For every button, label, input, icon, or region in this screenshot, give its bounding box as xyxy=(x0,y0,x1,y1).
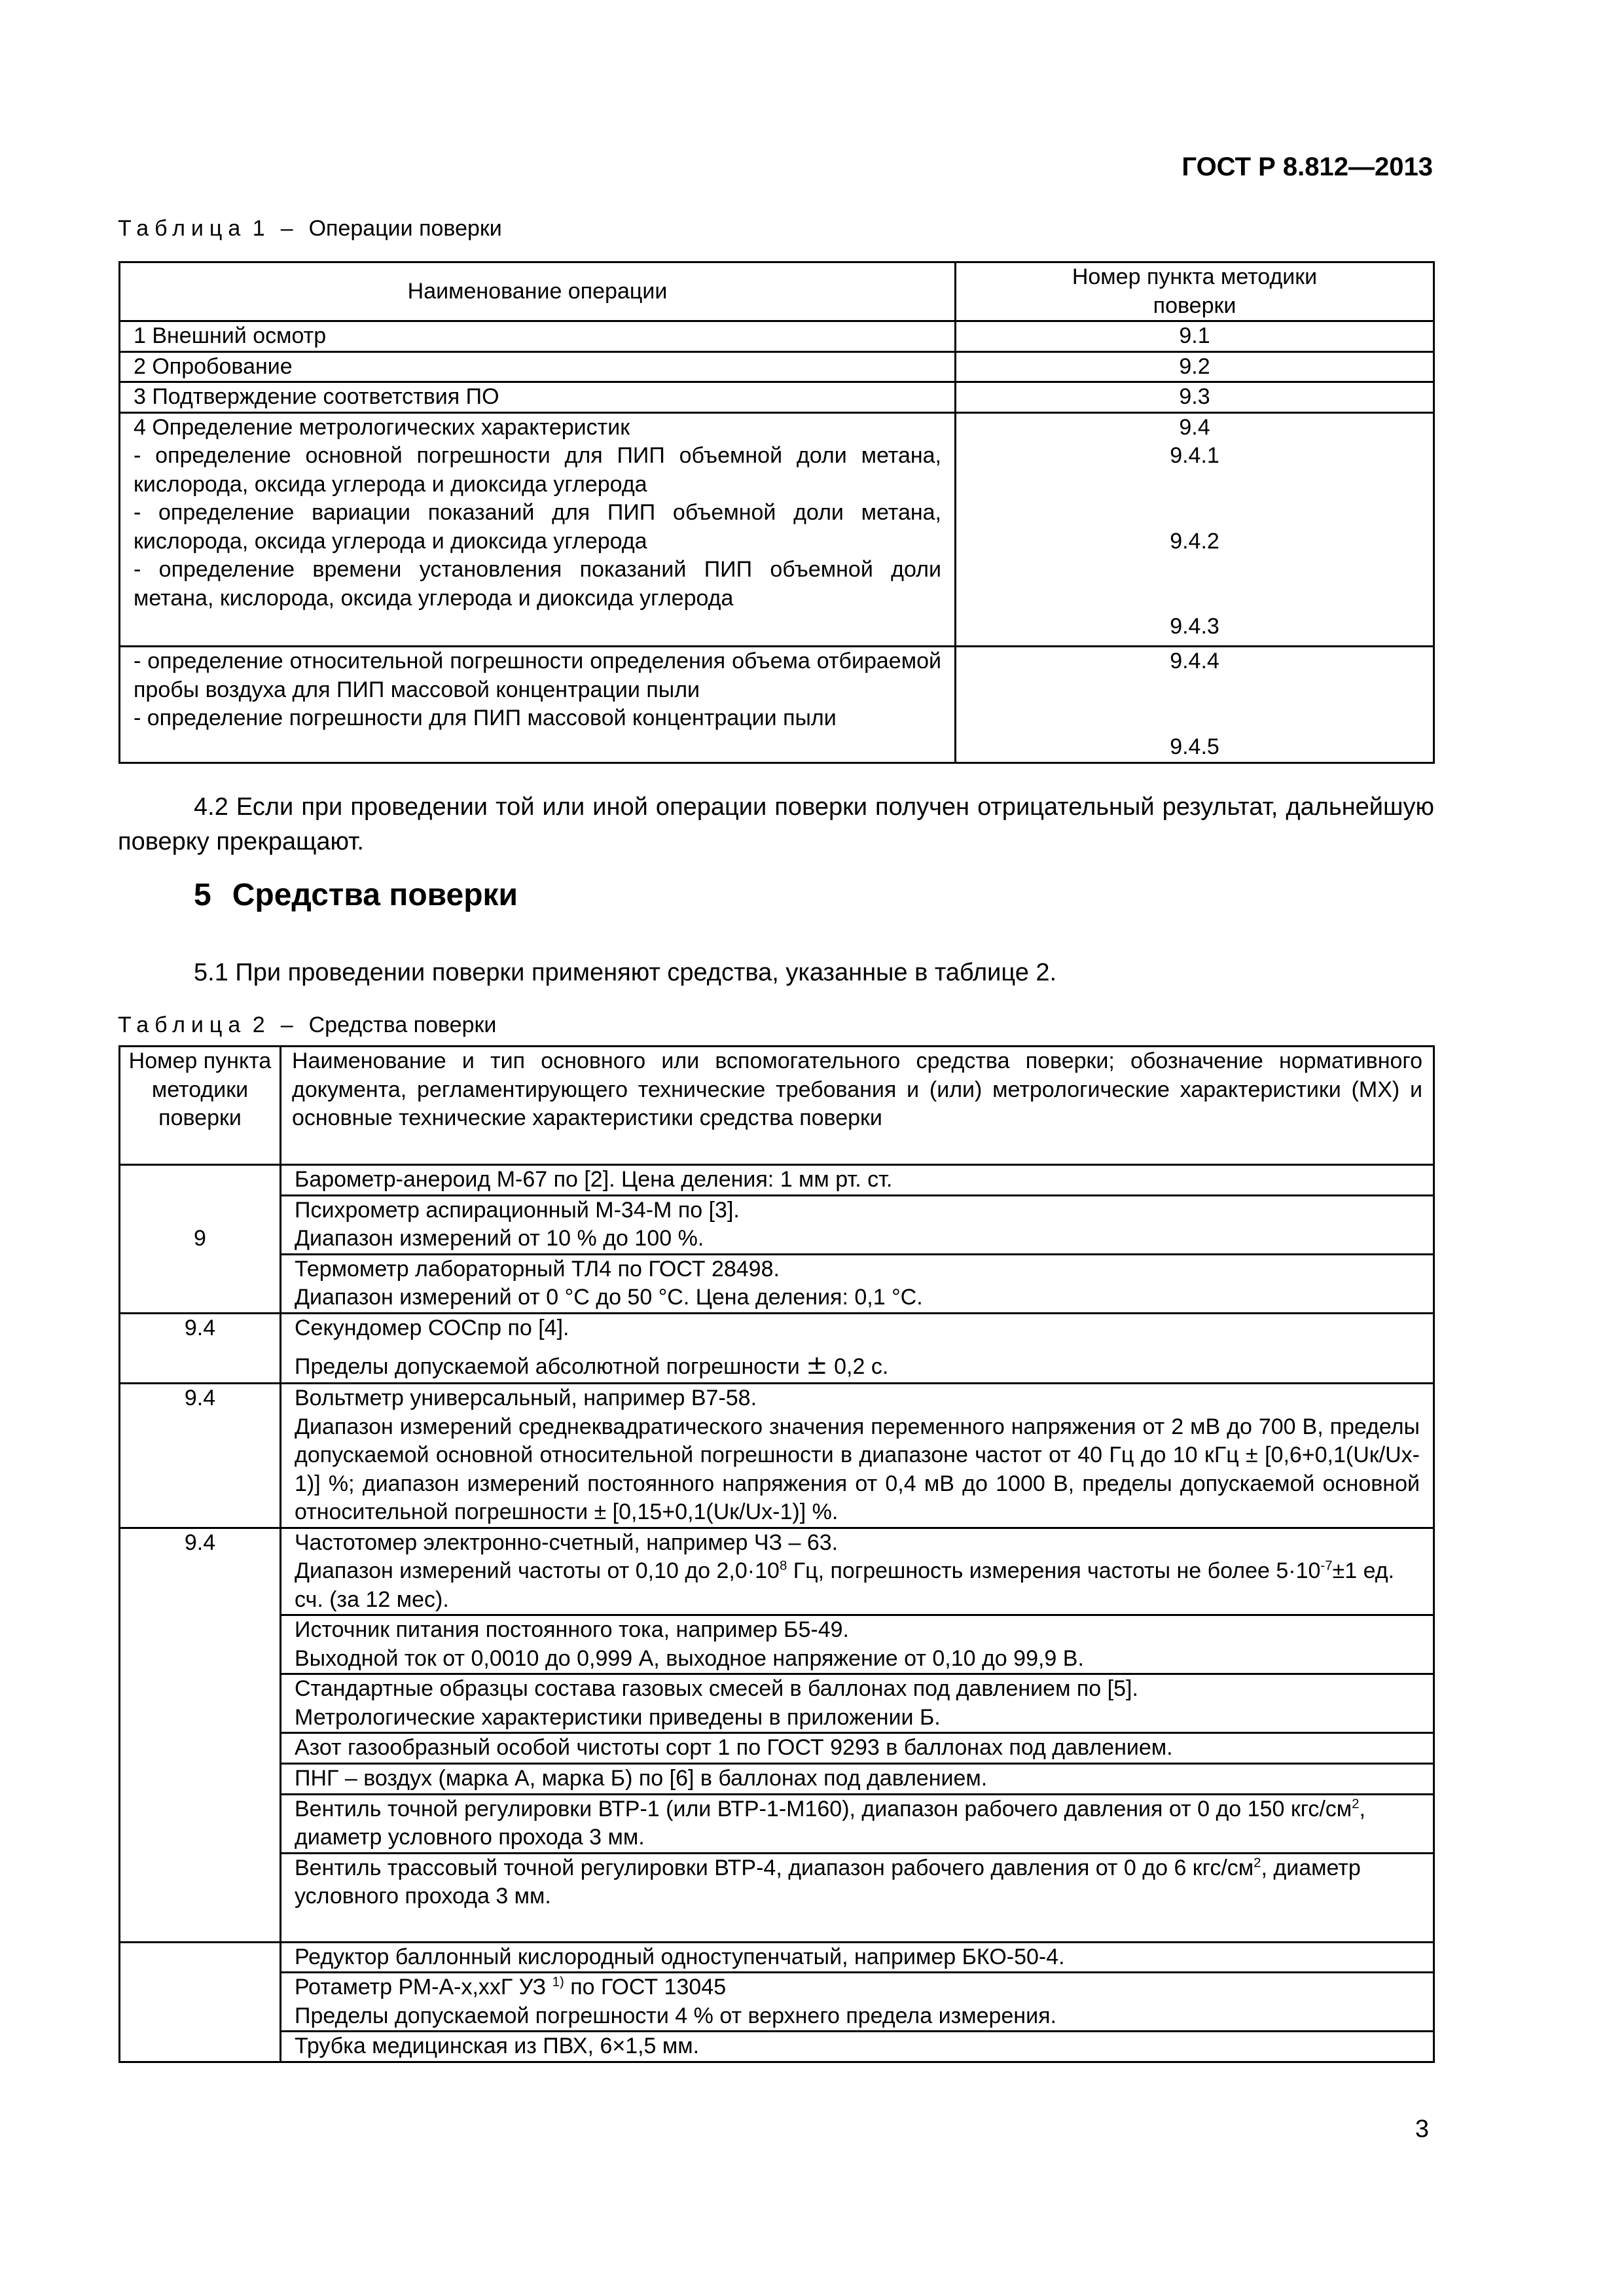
means-line: Источник питания постоянного тока, например Б5-49. xyxy=(295,1617,849,1643)
section-number: 5 xyxy=(194,878,211,912)
means-text: Вентиль трассовый точной регулировки ВТР-4, диапазон рабочего давления от 0 до 6 кгс/см xyxy=(295,1855,1254,1880)
means-item xyxy=(281,1195,1434,1254)
means-text: Ротаметр РМ-А-х,ххГ УЗ xyxy=(295,1975,552,2000)
table-row xyxy=(120,1853,1434,1942)
table2-col-clause-header: Номер пункта методики поверки xyxy=(120,1047,281,1165)
means-text: ±1 ед. сч. (за 12 мес). xyxy=(295,1558,1395,1612)
table-row xyxy=(120,321,1434,352)
clause-number-group-cell xyxy=(956,647,1434,763)
operation-name: 2 Опробование xyxy=(120,351,956,382)
means-item: Редуктор баллонный кислородный одноступенчатый, например БКО-50-4. xyxy=(281,1942,1434,1973)
means-item: Азот газообразный особой чистоты сорт 1 по ГОСТ 9293 в баллонах под давлением. xyxy=(281,1733,1434,1764)
operation-subitem: - определение времени установления показаний ПИП объемной доли метана, кислорода, оксида углерода и диоксида углерода xyxy=(134,557,941,611)
table-row xyxy=(120,2032,1434,2062)
table-row xyxy=(120,1254,1434,1313)
means-line xyxy=(295,1349,1420,1382)
table-verification-means xyxy=(118,1045,1435,2063)
means-line: Термометр лабораторный ТЛ4 по ГОСТ 28498. xyxy=(295,1256,780,1282)
operation-subitem: - определение погрешности для ПИП массовой концентрации пыли xyxy=(134,706,837,731)
clause-number: 9.4 xyxy=(120,1384,281,1528)
table2-caption-number: 2 xyxy=(252,1013,265,1037)
operation-name: 4 Определение метрологических характеристик xyxy=(134,414,630,440)
clause-number: 9.4.5 xyxy=(1170,734,1219,759)
operation-name: 3 Подтверждение соответствия ПО xyxy=(120,382,956,413)
means-line: Стандартные образцы состава газовых смесей в баллонах под давлением по [5]. xyxy=(295,1676,1138,1702)
table1-col-operation-header: Наименование операции xyxy=(120,262,956,321)
clause-number: 9 xyxy=(120,1165,281,1314)
means-text: по ГОСТ 13045 xyxy=(564,1975,727,2000)
table-row xyxy=(120,1528,1434,1615)
table2-caption-dash: – xyxy=(280,1013,293,1037)
means-text: Вентиль точной регулировки ВТР-1 (или ВТР-1-М160), диапазон рабочего давления от 0 до 150 кгс/см xyxy=(295,1796,1352,1821)
means-line: Секундомер СОСпр по [4]. xyxy=(295,1315,569,1340)
table-row xyxy=(120,1763,1434,1794)
means-line: Метрологические характеристики приведены в приложении Б. xyxy=(295,1704,941,1730)
means-item xyxy=(281,1674,1434,1733)
clause-number: 9.4.2 xyxy=(1170,528,1219,554)
superscript: 2 xyxy=(1352,1797,1360,1812)
means-line: Диапазон измерений от 0 °С до 50 °С. Цена деления: 0,1 °С. xyxy=(295,1285,923,1310)
table-row xyxy=(120,1674,1434,1733)
table-row xyxy=(120,351,1434,382)
table1-caption-number: 1 xyxy=(252,216,265,241)
table-row xyxy=(120,1195,1434,1254)
means-line: Вольтметр универсальный, например В7-58. xyxy=(295,1386,757,1411)
means-item xyxy=(281,1313,1434,1384)
table-row xyxy=(120,1615,1434,1674)
superscript: 8 xyxy=(779,1559,787,1574)
table2-caption xyxy=(118,1013,496,1038)
means-line: Выходной ток от 0,0010 до 0,999 А, выходное напряжение от 0,10 до 99,9 В. xyxy=(295,1645,1084,1671)
section-heading xyxy=(194,877,518,913)
table1-caption-word: Таблица xyxy=(118,216,247,241)
table-row xyxy=(120,382,1434,413)
clause-number: 9.3 xyxy=(956,382,1434,413)
table1-caption xyxy=(118,216,502,242)
clause-number: 9.2 xyxy=(956,351,1434,382)
clause-number: 9.4 xyxy=(120,1528,281,1942)
table-row xyxy=(120,1733,1434,1764)
means-text: , диаметр условного прохода 3 мм. xyxy=(295,1796,1365,1850)
means-item: ПНГ – воздух (марка А, марка Б) по [6] в баллонах под давлением. xyxy=(281,1763,1434,1794)
table-row-metrology-group xyxy=(120,412,1434,647)
superscript: 2 xyxy=(1254,1856,1261,1871)
clause-number xyxy=(120,1942,281,2062)
table-row xyxy=(120,1384,1434,1528)
means-line xyxy=(295,1557,1420,1614)
table-row xyxy=(120,1973,1434,2032)
means-item xyxy=(281,1794,1434,1853)
means-item xyxy=(281,1254,1434,1313)
table1-caption-text: Операции поверки xyxy=(308,216,502,241)
table-row xyxy=(120,1165,1434,1196)
paragraph-5-1: 5.1 При проведении поверки применяют средства, указанные в таблице 2. xyxy=(194,959,1057,986)
superscript: -7 xyxy=(1320,1559,1333,1574)
operation-subitem: - определение вариации показаний для ПИП объемной доли метана, кислорода, оксида углерода и диоксида углерода xyxy=(134,500,941,554)
operation-subitem: - определение относительной погрешности определения объема отбираемой пробы воздуха для ПИП массовой концентрации пыли xyxy=(134,649,941,702)
page-number: 3 xyxy=(1415,2115,1429,2143)
means-text: Гц, погрешность измерения частоты не более 5·10 xyxy=(787,1558,1321,1584)
means-text: 0,2 с. xyxy=(827,1354,889,1380)
means-line: Психрометр аспирационный М-34-М по [3]. xyxy=(295,1197,740,1223)
clause-number: 9.1 xyxy=(956,321,1434,352)
clause-number: 9.4 xyxy=(120,1313,281,1384)
means-line: Частотомер электронно-счетный, например ЧЗ – 63. xyxy=(295,1530,839,1555)
clause-number: 9.4.3 xyxy=(1170,614,1219,639)
means-line: Пределы допускаемой погрешности 4 % от верхнего предела измерения. xyxy=(295,2003,1056,2028)
section-title: Средства поверки xyxy=(232,878,518,912)
table-row xyxy=(120,1794,1434,1853)
table1-caption-dash: – xyxy=(280,216,293,241)
means-item xyxy=(281,1973,1434,2032)
document-id: ГОСТ Р 8.812—2013 xyxy=(1182,152,1433,181)
means-item: Трубка медицинская из ПВХ, 6×1,5 мм. xyxy=(281,2032,1434,2062)
table2-caption-word: Таблица xyxy=(118,1013,247,1037)
means-item xyxy=(281,1528,1434,1615)
operation-name: 1 Внешний осмотр xyxy=(120,321,956,352)
clause-number-group-cell xyxy=(956,412,1434,647)
means-line xyxy=(295,1973,1420,2002)
table-operations xyxy=(118,261,1435,764)
means-item xyxy=(281,1853,1434,1942)
table-row xyxy=(120,1313,1434,1384)
means-text: Диапазон измерений частоты от 0,10 до 2,0·10 xyxy=(295,1558,780,1584)
table-row-dust-group xyxy=(120,647,1434,763)
means-item xyxy=(281,1384,1434,1528)
means-item: Барометр-анероид М-67 по [2]. Цена деления: 1 мм рт. ст. xyxy=(281,1165,1434,1196)
clause-number: 9.4 xyxy=(1179,414,1210,440)
means-line: Диапазон измерений от 10 % до 100 %. xyxy=(295,1226,704,1251)
plus-minus-symbol: ± xyxy=(806,1350,828,1381)
means-text: Пределы допускаемой абсолютной погрешности xyxy=(295,1354,806,1380)
operation-subitem: - определение основной погрешности для ПИП объемной доли метана, кислорода, оксида углерода и диоксида углерода xyxy=(134,443,941,497)
means-text: , диаметр условного прохода 3 мм. xyxy=(295,1855,1361,1909)
paragraph-4-2: 4.2 Если при проведении той или иной операции поверки получен отрицательный результат, дальнейшую поверку прекращают. xyxy=(118,793,1434,856)
table2-header-row xyxy=(120,1047,1434,1165)
clause-number: 9.4.4 xyxy=(1170,649,1219,674)
footnote-mark: 1) xyxy=(552,1975,564,1990)
table2-col-means-header: Наименование и тип основного или вспомогательного средства поверки; обозначение нормативного документа, регламентирующего технические требования и (или) метрологические характеристики (МХ) и основные технические характеристики средства поверки xyxy=(281,1047,1434,1165)
operation-group-cell xyxy=(120,412,956,647)
table2-caption-text: Средства поверки xyxy=(308,1013,497,1037)
operation-group-cell xyxy=(120,647,956,763)
means-line: Диапазон измерений среднеквадратического значения переменного напряжения от 2 мВ до 700 В, пределы допускаемой основной относительной погрешности в диапазоне частот от 40 Гц до 10 кГц ± [0,6+0,1(Uк/Ux-1)] %; диапазон измерений постоянного напряжения от 0,4 мВ до 1000 В, пределы допускаемой основной относительной погрешности ± [0,15+0,1(Uк/Ux-1)] %. xyxy=(295,1414,1420,1525)
table1-header-row xyxy=(120,262,1434,321)
clause-number: 9.4.1 xyxy=(1170,443,1219,469)
table-row xyxy=(120,1942,1434,1973)
means-item xyxy=(281,1615,1434,1674)
table1-col-clause-header: Номер пункта методики поверки xyxy=(956,262,1434,321)
